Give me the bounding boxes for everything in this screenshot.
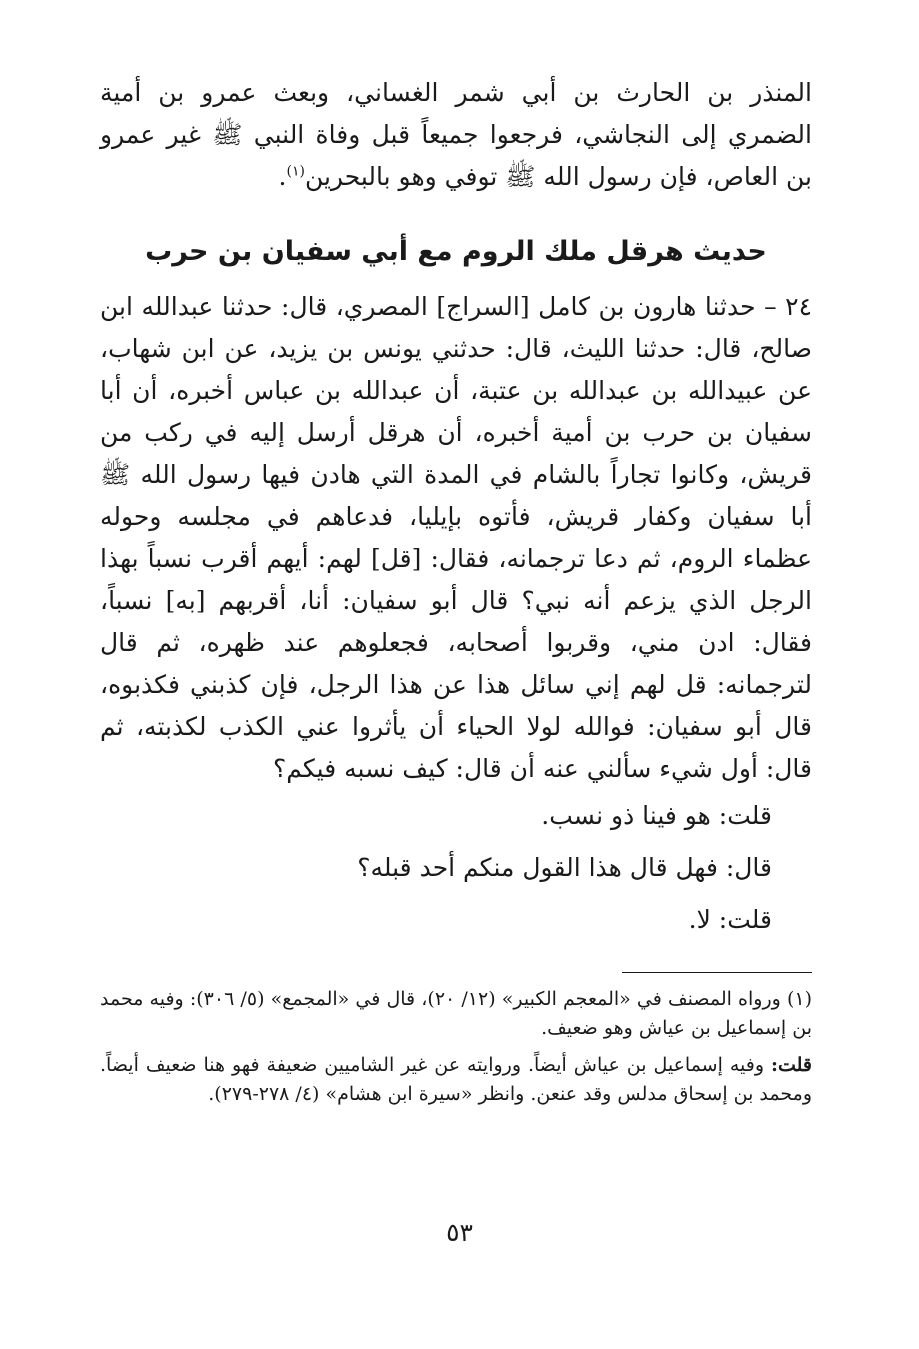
dialogue-block [100, 790, 812, 946]
page-body [100, 72, 812, 1117]
opening-paragraph-end: . [278, 162, 287, 191]
opening-paragraph-text: المنذر بن الحارث بن أبي شمر الغساني، وبعث عمرو بن أمية الضمري إلى النجاشي، فرجعوا جميعاً قبل وفاة النبي ﷺ غير عمرو بن العاص، فإن رسول الله ﷺ توفي وهو بالبحرين [100, 78, 812, 191]
dialogue-line: قلت: لا. [688, 905, 772, 934]
footnote-reference[interactable]: (١) [286, 163, 305, 180]
opening-paragraph [100, 72, 812, 198]
dialogue-line: قال: فهل قال هذا القول منكم أحد قبله؟ [357, 853, 772, 882]
footnote-2-text: وفيه إسماعيل بن عياش أيضاً. وروايته عن غير الشاميين ضعيفة فهو هنا ضعيف أيضاً. ومحمد بن إسحاق مدلس وقد عنعن. وانظر «سيرة ابن هشام» (٤/ ٢٧٨-٢٧٩). [100, 1054, 812, 1105]
footnote-separator [622, 972, 812, 973]
footnote-2 [100, 1051, 812, 1109]
page-number: ٥٣ [446, 1218, 473, 1247]
footnote-lead: قلت: [770, 1054, 813, 1076]
hadith-paragraph: ٢٤ – حدثنا هارون بن كامل [السراج] المصري، قال: حدثنا عبدالله ابن صالح، قال: حدثنا الليث، قال: حدثني يونس بن يزيد، عن ابن شهاب، عن عبيدالله بن عبدالله بن عتبة، أن عبدالله بن عباس أخبره، أن أبا سفيان بن حرب بن أمية أخبره، أن هرقل أرسل إليه في ركب من قريش، وكانوا تجاراً بالشام في المدة التي هادن فيها رسول الله ﷺ أبا سفيان وكفار قريش، فأتوه بإيليا، فدعاهم في مجلسه وحوله عظماء الروم، ثم دعا ترجمانه، فقال: [قل] لهم: أيهم أقرب نسباً بهذا الرجل الذي يزعم أنه نبي؟ قال أبو سفيان: أنا، أقربهم [به] نسباً، فقال: ادن مني، وقربوا أصحابه، فجعلوهم عند ظهره، ثم قال لترجمانه: قل لهم إني سائل هذا عن هذا الرجل، فإن كذبني فكذبوه، قال أبو سفيان: فوالله لولا الحياء أن يأثروا عني الكذب لكذبته، ثم قال: أول شيء سألني عنه أن قال: كيف نسبه فيكم؟ [100, 292, 812, 783]
section-heading: حديث هرقل ملك الروم مع أبي سفيان بن حرب [145, 236, 767, 267]
dialogue-line: قلت: هو فينا ذو نسب. [541, 801, 772, 830]
footnote-1: (١) ورواه المصنف في «المعجم الكبير» (١٢/ ٢٠)، قال في «المجمع» (٥/ ٣٠٦): وفيه محمد بن إسماعيل بن عياش وهو ضعيف. [100, 988, 812, 1039]
